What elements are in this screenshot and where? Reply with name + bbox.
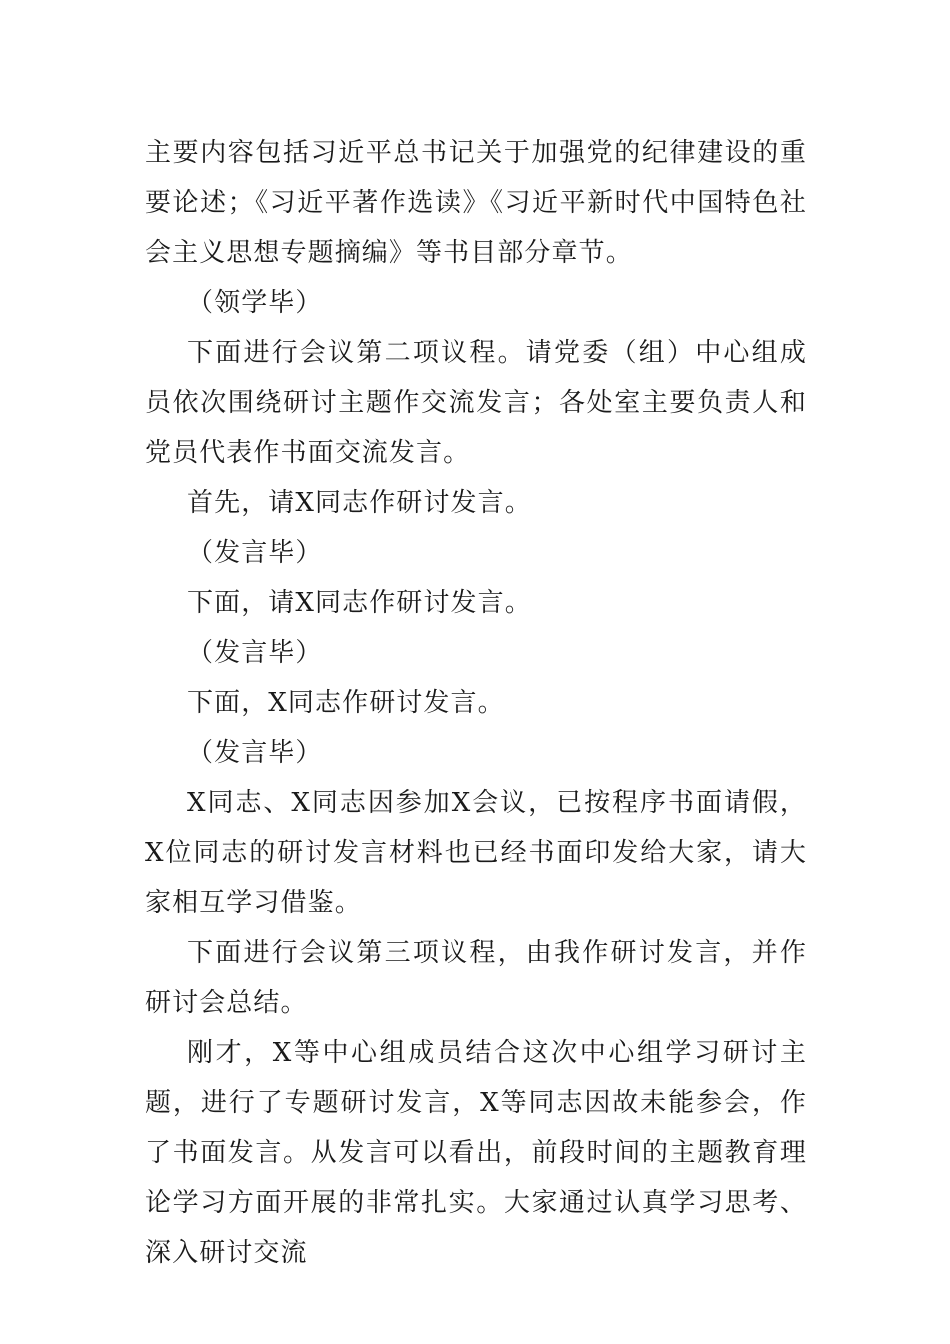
paragraph-next-speaker: 下面，请X同志作研讨发言。 (187, 588, 532, 618)
paragraph-reading-finished: （领学毕） (187, 288, 323, 318)
document-body (145, 128, 807, 1278)
paragraph-leave-notice: X同志、X同志因参加X会议，已按程序书面请假，X位同志的研讨发言材料也已经书面印发给大家，请大家相互学习借鉴。 (145, 788, 807, 918)
paragraph-next-speaker: 下面，X同志作研讨发言。 (187, 688, 505, 718)
paragraph-speech-finished: （发言毕） (187, 738, 323, 768)
paragraph-second-agenda: 下面进行会议第二项议程。请党委（组）中心组成员依次围绕研讨主题作交流发言；各处室主要负责人和党员代表作书面交流发言。 (145, 338, 807, 468)
paragraph-reading-content: 主要内容包括习近平总书记关于加强党的纪律建设的重要论述；《习近平著作选读》《习近平新时代中国特色社会主义思想专题摘编》等书目部分章节。 (145, 138, 807, 268)
paragraph-summary: 刚才，X等中心组成员结合这次中心组学习研讨主题，进行了专题研讨发言，X等同志因故未能参会，作了书面发言。从发言可以看出，前段时间的主题教育理论学习方面开展的非常扎实。大家通过认真学习思考、深入研讨交流 (145, 1038, 807, 1268)
paragraph-speech-finished: （发言毕） (187, 638, 323, 668)
paragraph-first-speaker: 首先，请X同志作研讨发言。 (187, 488, 532, 518)
paragraph-third-agenda: 下面进行会议第三项议程，由我作研讨发言，并作研讨会总结。 (145, 938, 807, 1018)
paragraph-speech-finished: （发言毕） (187, 538, 323, 568)
